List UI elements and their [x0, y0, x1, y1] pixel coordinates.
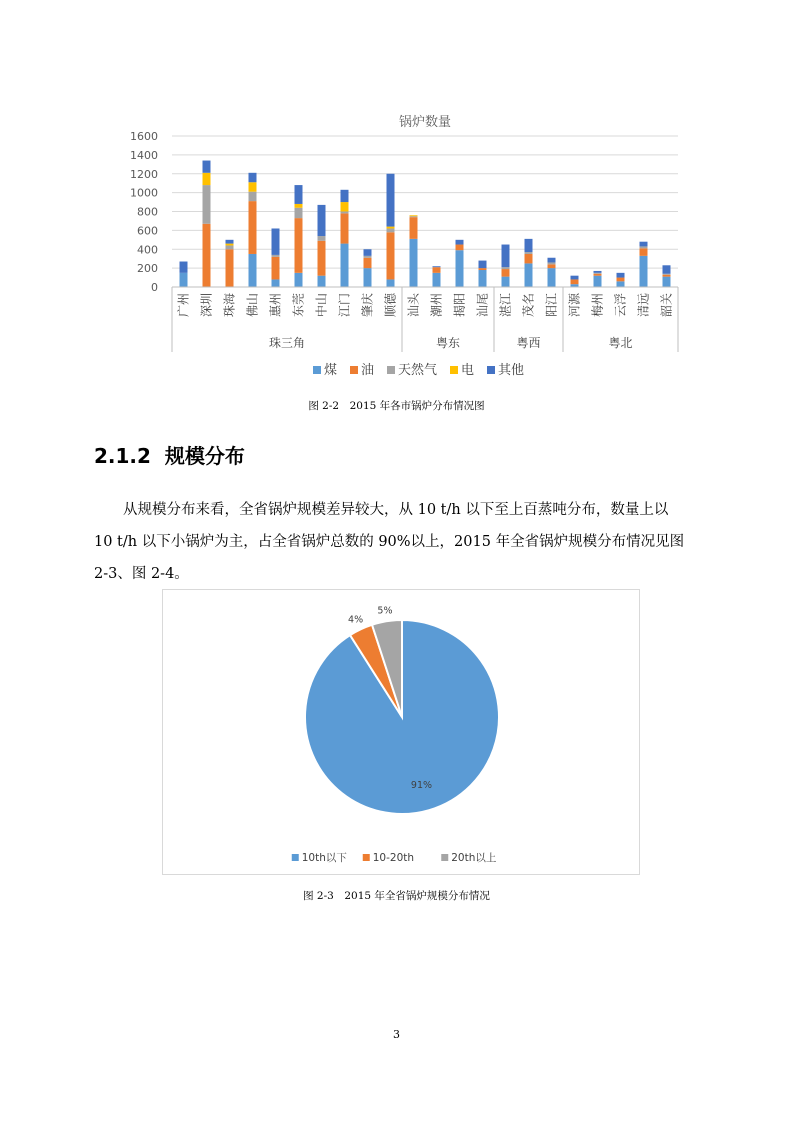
group-label: 粤西	[516, 336, 541, 350]
bar-segment	[617, 273, 625, 278]
bar-segment	[525, 252, 533, 254]
bar-segment	[548, 258, 556, 263]
bar-segment	[410, 215, 418, 216]
bar-segment	[249, 173, 257, 182]
paragraph-line-1: 从规模分布来看，全省锅炉规模差异较大，从 10 t/h 以下至上百蒸吨分布，数量上以	[123, 502, 669, 518]
bar-segment	[341, 212, 349, 214]
bar-segment	[364, 249, 372, 256]
bar-segment	[203, 224, 211, 287]
x-tick-label: 广州	[176, 293, 191, 318]
bar-segment	[433, 266, 441, 267]
paragraph-line-3: 2-3、图 2-4。	[94, 566, 189, 582]
bar-segment	[203, 173, 211, 185]
bar-segment	[433, 273, 441, 287]
pie-data-label: 91%	[410, 780, 433, 792]
bar-segment	[502, 245, 510, 268]
bar-segment	[295, 273, 303, 287]
x-tick-label: 潮州	[429, 293, 444, 318]
bar-segment	[226, 244, 234, 246]
pie-data-label: 5%	[377, 605, 393, 617]
y-tick-label: 1200	[130, 167, 158, 181]
bar-segment	[180, 273, 188, 287]
bar-segment	[341, 244, 349, 287]
bar-segment	[594, 274, 602, 276]
boiler-size-pie-chart	[163, 590, 641, 876]
x-tick-label: 珠海	[222, 293, 237, 318]
group-label: 珠三角	[268, 336, 306, 350]
bar-segment	[364, 258, 372, 268]
bar-segment	[479, 270, 487, 287]
bar-segment	[387, 227, 395, 229]
legend-label: 电	[461, 363, 475, 378]
y-tick-label: 800	[137, 205, 158, 219]
x-tick-label: 惠州	[268, 293, 283, 318]
bar-segment	[663, 265, 671, 273]
bar-segment	[318, 236, 326, 241]
bar-segment	[203, 185, 211, 224]
y-tick-label: 200	[137, 262, 158, 276]
bar-segment	[410, 217, 418, 239]
bar-segment	[341, 213, 349, 243]
x-tick-label: 阳江	[544, 293, 559, 318]
bar-segment	[640, 246, 648, 248]
bar-segment	[663, 277, 671, 287]
bar-segment	[617, 278, 625, 282]
bar-segment	[571, 276, 579, 280]
bar-segment	[387, 279, 395, 287]
bar-segment	[272, 279, 280, 287]
y-tick-label: 600	[137, 224, 158, 238]
legend-label: 10th以下	[301, 852, 347, 864]
bar-segment	[479, 261, 487, 269]
chart-title: 锅炉数量	[398, 115, 452, 130]
x-tick-label: 汕头	[406, 293, 421, 318]
pie-data-label: 4%	[348, 614, 364, 626]
bar-segment	[456, 240, 464, 245]
x-tick-label: 茂名	[521, 293, 536, 318]
x-tick-label: 韶关	[659, 293, 674, 318]
bar-segment	[594, 276, 602, 287]
bar-segment	[249, 201, 257, 254]
bar-segment	[318, 276, 326, 287]
legend-label: 油	[361, 363, 375, 378]
y-tick-label: 1600	[130, 130, 158, 143]
legend-label: 10-20th	[372, 852, 415, 864]
legend-swatch	[387, 366, 395, 374]
bar-segment	[456, 250, 464, 287]
bar-segment	[295, 218, 303, 273]
section-number: 2.1.2	[94, 444, 151, 468]
bar-segment	[594, 273, 602, 274]
legend-swatch	[487, 366, 495, 374]
boiler-size-pie-chart-frame	[162, 589, 640, 875]
bar-segment	[318, 205, 326, 236]
bar-segment	[180, 262, 188, 273]
bar-segment	[502, 267, 510, 269]
x-tick-label: 中山	[314, 293, 329, 318]
x-tick-label: 佛山	[245, 293, 260, 318]
bar-segment	[663, 274, 671, 275]
y-tick-label: 1000	[130, 186, 158, 200]
legend-label: 煤	[324, 363, 338, 378]
bar-segment	[410, 239, 418, 287]
y-tick-label: 0	[151, 281, 158, 294]
bar-segment	[341, 202, 349, 211]
figure-2-2-caption: 图 2-2 2015 年各市锅炉分布情况图	[308, 400, 485, 412]
legend-label: 天然气	[398, 363, 438, 378]
bar-segment	[502, 277, 510, 287]
bar-segment	[249, 182, 257, 191]
x-tick-label: 汕尾	[475, 293, 490, 318]
legend-label: 20th以上	[451, 852, 497, 864]
bar-segment	[249, 192, 257, 201]
y-tick-label: 400	[137, 243, 158, 257]
x-tick-label: 湛江	[498, 293, 513, 318]
legend-swatch	[363, 854, 370, 861]
bar-segment	[295, 208, 303, 218]
bar-segment	[640, 242, 648, 247]
bar-segment	[226, 245, 234, 249]
legend-swatch	[292, 854, 299, 861]
bar-segment	[548, 264, 556, 268]
x-tick-label: 肇庆	[360, 293, 375, 318]
x-tick-label: 梅州	[590, 293, 605, 318]
x-tick-label: 清远	[636, 293, 651, 318]
bar-segment	[387, 174, 395, 227]
y-tick-label: 1400	[130, 148, 158, 162]
bar-segment	[410, 216, 418, 217]
bar-segment	[387, 232, 395, 279]
bar-segment	[525, 239, 533, 252]
x-tick-label: 东莞	[291, 293, 306, 318]
paragraph-line-2: 10 t/h 以下小锅炉为主，占全省锅炉总数的 90%以上，2015 年全省锅炉规模分布情况见图	[94, 534, 685, 550]
bar-segment	[548, 262, 556, 264]
bar-segment	[594, 271, 602, 273]
x-tick-label: 顺德	[383, 293, 398, 318]
bar-segment	[364, 256, 372, 258]
boiler-count-stacked-bar-chart	[120, 100, 690, 390]
x-tick-label: 揭阳	[452, 293, 467, 318]
bar-segment	[341, 190, 349, 202]
bar-segment	[272, 228, 280, 254]
legend-label: 其他	[498, 363, 525, 378]
bar-segment	[640, 248, 648, 256]
bar-segment	[617, 281, 625, 287]
group-label: 粤北	[608, 336, 633, 350]
bar-segment	[364, 268, 372, 287]
bar-segment	[249, 254, 257, 287]
bar-segment	[295, 204, 303, 208]
legend-swatch	[313, 366, 321, 374]
bar-segment	[548, 268, 556, 287]
legend-swatch	[350, 366, 358, 374]
x-tick-label: 云浮	[613, 293, 628, 318]
x-tick-label: 江门	[337, 293, 352, 318]
bar-segment	[387, 228, 395, 232]
x-tick-label: 深圳	[199, 293, 214, 318]
bar-segment	[502, 269, 510, 277]
legend-swatch	[441, 854, 448, 861]
group-label: 粤东	[435, 336, 461, 350]
bar-segment	[640, 256, 648, 287]
bar-segment	[226, 240, 234, 244]
bar-segment	[318, 241, 326, 276]
bar-segment	[295, 185, 303, 204]
bar-segment	[525, 263, 533, 287]
bar-segment	[203, 161, 211, 173]
x-tick-label: 河源	[567, 293, 582, 318]
bar-segment	[525, 254, 533, 263]
legend-swatch	[450, 366, 458, 374]
bar-segment	[433, 267, 441, 273]
section-heading	[94, 440, 245, 469]
figure-2-3-caption: 图 2-3 2015 年全省锅炉规模分布情况	[303, 890, 490, 902]
bar-segment	[272, 257, 280, 280]
bar-segment	[272, 255, 280, 257]
bar-segment	[456, 245, 464, 251]
bar-segment	[479, 268, 487, 270]
bar-segment	[226, 249, 234, 287]
bar-segment	[571, 279, 579, 284]
page-number: 3	[393, 1028, 400, 1041]
bar-segment	[663, 275, 671, 277]
section-title: 规模分布	[164, 444, 245, 468]
